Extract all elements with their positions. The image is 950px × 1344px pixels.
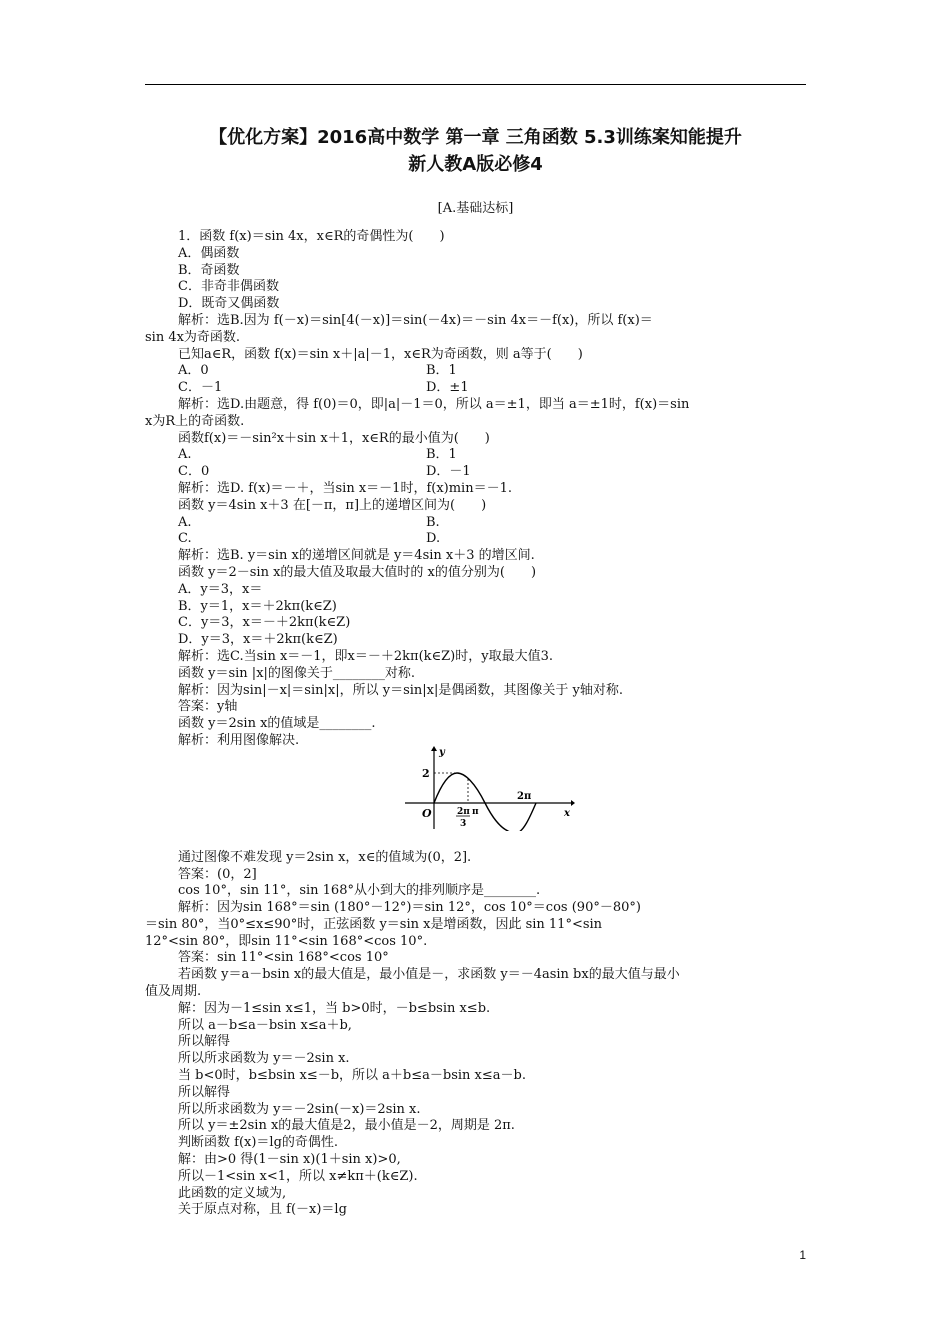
line-text: 判断函数 f(x)＝lg的奇偶性. — [178, 1135, 339, 1151]
line-text: 已知a∈R，函数 f(x)＝sin x＋|a|－1，x∈R为奇函数，则 a等于( ) — [178, 346, 583, 362]
line-text: 所以 a－b≤a－bsin x≤a＋b, — [178, 1017, 352, 1033]
line-text: 函数 y＝4sin x＋3 在[－π，π]上的递增区间为( ) — [178, 497, 487, 513]
line-text: 函数 y＝sin |x|的图像关于________对称. — [178, 665, 416, 681]
line-text: 解析：选C.当sin x＝－1，即x＝－＋2kπ(k∈Z)时，y取最大值3. — [178, 648, 554, 664]
line-text: 解析：选D.由题意，得 f(0)＝0，即|a|－1＝0，所以 a＝±1，即当 a＝±1时，f(x)＝sin — [178, 396, 690, 412]
text-line — [145, 967, 806, 984]
line-text: A. — [178, 514, 192, 530]
text-line — [145, 984, 806, 1001]
line-text: 解析：选B.因为 f(－x)＝sin[4(－x)]＝sin(－4x)＝－sin 4x＝－f(x)，所以 f(x)＝ — [178, 312, 653, 328]
sine-curve — [434, 773, 536, 831]
text-line — [145, 397, 806, 414]
line-text: C．非奇非偶函数 — [178, 279, 279, 295]
text-line — [145, 1051, 806, 1068]
line-text: B．奇函数 — [178, 262, 240, 278]
text-line — [145, 666, 806, 683]
document-title — [145, 124, 806, 178]
line-text: C. — [178, 531, 192, 547]
line-text: 关于原点对称，且 f(－x)＝lg — [178, 1202, 347, 1218]
text-line — [145, 414, 806, 431]
line-text: A．偶函数 — [178, 245, 240, 261]
text-line — [145, 950, 806, 967]
line-text: B．y＝1，x＝＋2kπ(k∈Z) — [178, 598, 337, 614]
line-text: 值及周期. — [145, 984, 202, 1000]
text-line — [145, 699, 806, 716]
line-text: 所以解得 — [178, 1084, 231, 1100]
text-line — [145, 498, 806, 515]
title-line-1: 【优化方案】2016高中数学 第一章 三角函数 5.3训练案知能提升 — [209, 127, 742, 148]
line-text: 解析：因为sin|－x|＝sin|x|，所以 y＝sin|x|是偶函数，其图像关于 y轴对称. — [178, 682, 623, 698]
line-text: x为R上的奇函数. — [145, 413, 245, 429]
option-right-column: D．±1 — [426, 380, 469, 396]
line-text: 所以所求函数为 y＝－2sin(－x)＝2sin x. — [178, 1101, 421, 1117]
text-line — [145, 1068, 806, 1085]
text-line — [145, 330, 806, 347]
line-text: 通过图像不难发现 y＝2sin x，x∈的值域为(0，2]. — [178, 849, 472, 865]
text-line — [145, 867, 806, 884]
line-text: 所以解得 — [178, 1034, 231, 1050]
origin-label: O — [422, 807, 432, 820]
line-text: 所以所求函数为 y＝－2sin x. — [178, 1051, 350, 1067]
tick-pi-label: π — [472, 807, 479, 817]
y-axis-arrow-icon — [431, 746, 437, 751]
text-line — [145, 1085, 806, 1102]
line-text: A．y＝3，x＝ — [178, 581, 263, 597]
line-text: C．y＝3，x＝－＋2kπ(k∈Z) — [178, 615, 351, 631]
text-line — [145, 431, 806, 448]
line-text: 若函数 y＝a－bsin x的最大值是，最小值是－，求函数 y＝－4asin bx的最大值与最小 — [178, 967, 680, 983]
sine-graph — [405, 745, 575, 831]
section-heading: [A.基础达标] — [437, 201, 514, 216]
line-text: 解析：利用图像解决. — [178, 732, 300, 748]
tick-2pi-label: 2π — [517, 791, 532, 802]
option-right-column: D．－1 — [426, 464, 471, 480]
line-text: 函数 y＝2sin x的值域是________. — [178, 716, 376, 732]
line-text: ＝sin 80°，当0°≤x≤90°时，正弦函数 y＝sin x是增函数，因此 sin 11°<sin — [145, 916, 603, 932]
text-line — [145, 917, 806, 934]
line-text: 函数 y＝2－sin x的最大值及取最大值时的 x的值分别为( ) — [178, 564, 537, 580]
line-text: D．y＝3，x＝＋2kπ(k∈Z) — [178, 632, 338, 648]
text-line — [145, 246, 806, 263]
text-line — [145, 582, 806, 599]
option-right-column: B．1 — [426, 447, 457, 463]
line-text: 解：由>0 得(1－sin x)(1＋sin x)>0, — [178, 1152, 401, 1168]
header-rule — [145, 84, 806, 85]
x-axis-arrow-icon — [571, 800, 575, 806]
tick-2pi3-numerator: 2π — [457, 807, 470, 817]
text-line — [145, 380, 806, 397]
line-text: 答案：y轴 — [178, 699, 238, 715]
text-line — [145, 716, 806, 733]
text-line — [145, 279, 806, 296]
text-line — [145, 1102, 806, 1119]
y-tick-label: 2 — [422, 767, 430, 780]
text-line — [145, 850, 806, 867]
option-right-column: B. — [426, 514, 440, 530]
text-line — [145, 615, 806, 632]
title-line-2: 新人教A版必修4 — [408, 154, 543, 175]
text-line — [145, 229, 806, 246]
text-line — [145, 1186, 806, 1203]
text-line — [145, 347, 806, 364]
line-text: 此函数的定义域为, — [178, 1185, 287, 1201]
line-text: 解析：选B. y＝sin x的递增区间就是 y＝4sin x＋3 的增区间. — [178, 548, 535, 564]
text-line — [145, 1152, 806, 1169]
text-line — [145, 548, 806, 565]
line-text: 1．函数 f(x)＝sin 4x，x∈R的奇偶性为( ) — [178, 229, 445, 244]
text-line — [145, 464, 806, 481]
line-text: 答案：sin 11°<sin 168°<cos 10° — [178, 950, 389, 966]
text-line — [145, 934, 806, 951]
line-text: C．0 — [178, 464, 210, 480]
text-line — [145, 313, 806, 330]
line-text: D．既奇又偶函数 — [178, 296, 280, 312]
line-text: 答案：(0，2] — [178, 866, 257, 882]
text-line — [145, 1018, 806, 1035]
option-right-column: D. — [426, 531, 441, 547]
option-right-column: B．1 — [426, 363, 457, 379]
text-line — [145, 363, 806, 380]
line-text: 12°<sin 80°，即sin 11°<sin 168°<cos 10°. — [145, 933, 428, 949]
text-line — [145, 515, 806, 532]
text-line — [145, 447, 806, 464]
text-line — [145, 900, 806, 917]
text-line — [145, 1118, 806, 1135]
text-line — [145, 649, 806, 666]
line-text: 解析：选D. f(x)＝－＋，当sin x＝－1时，f(x)min＝－1. — [178, 480, 512, 496]
text-line — [145, 632, 806, 649]
page-number: 1 — [799, 1248, 806, 1262]
text-line — [145, 599, 806, 616]
line-text: 函数f(x)＝－sin²x＋sin x＋1，x∈R的最小值为( ) — [178, 430, 490, 446]
line-text: 解：因为－1≤sin x≤1，当 b>0时，－b≤bsin x≤b. — [178, 1000, 491, 1016]
text-line — [145, 1202, 806, 1219]
text-line — [145, 296, 806, 313]
text-line — [145, 1169, 806, 1186]
text-line — [145, 1001, 806, 1018]
y-axis-label: y — [439, 747, 445, 758]
text-line — [145, 531, 806, 548]
line-text: A. — [178, 447, 192, 463]
line-text: 所以 y＝±2sin x的最大值是2，最小值是－2，周期是 2π. — [178, 1118, 515, 1134]
text-line — [145, 1135, 806, 1152]
line-text: 当 b<0时，b≤bsin x≤－b，所以 a＋b≤a－bsin x≤a－b. — [178, 1068, 526, 1084]
text-line — [145, 883, 806, 900]
text-line — [145, 683, 806, 700]
text-line — [145, 565, 806, 582]
line-text: sin 4x为奇函数. — [145, 329, 241, 345]
line-text: A．0 — [178, 363, 209, 379]
text-line — [145, 481, 806, 498]
tick-2pi3-denominator: 3 — [460, 819, 467, 829]
text-line — [145, 263, 806, 280]
line-text: 解析：因为sin 168°＝sin (180°－12°)＝sin 12°，cos 10°＝cos (90°－80°) — [178, 900, 641, 916]
x-axis-label: x — [564, 808, 570, 819]
line-text: C．－1 — [178, 380, 223, 396]
document-body — [145, 229, 806, 1219]
text-line — [145, 1034, 806, 1051]
line-text: cos 10°，sin 11°，sin 168°从小到大的排列顺序是________. — [178, 883, 541, 899]
line-text: 所以－1<sin x<1，所以 x≠kπ＋(k∈Z). — [178, 1168, 418, 1184]
